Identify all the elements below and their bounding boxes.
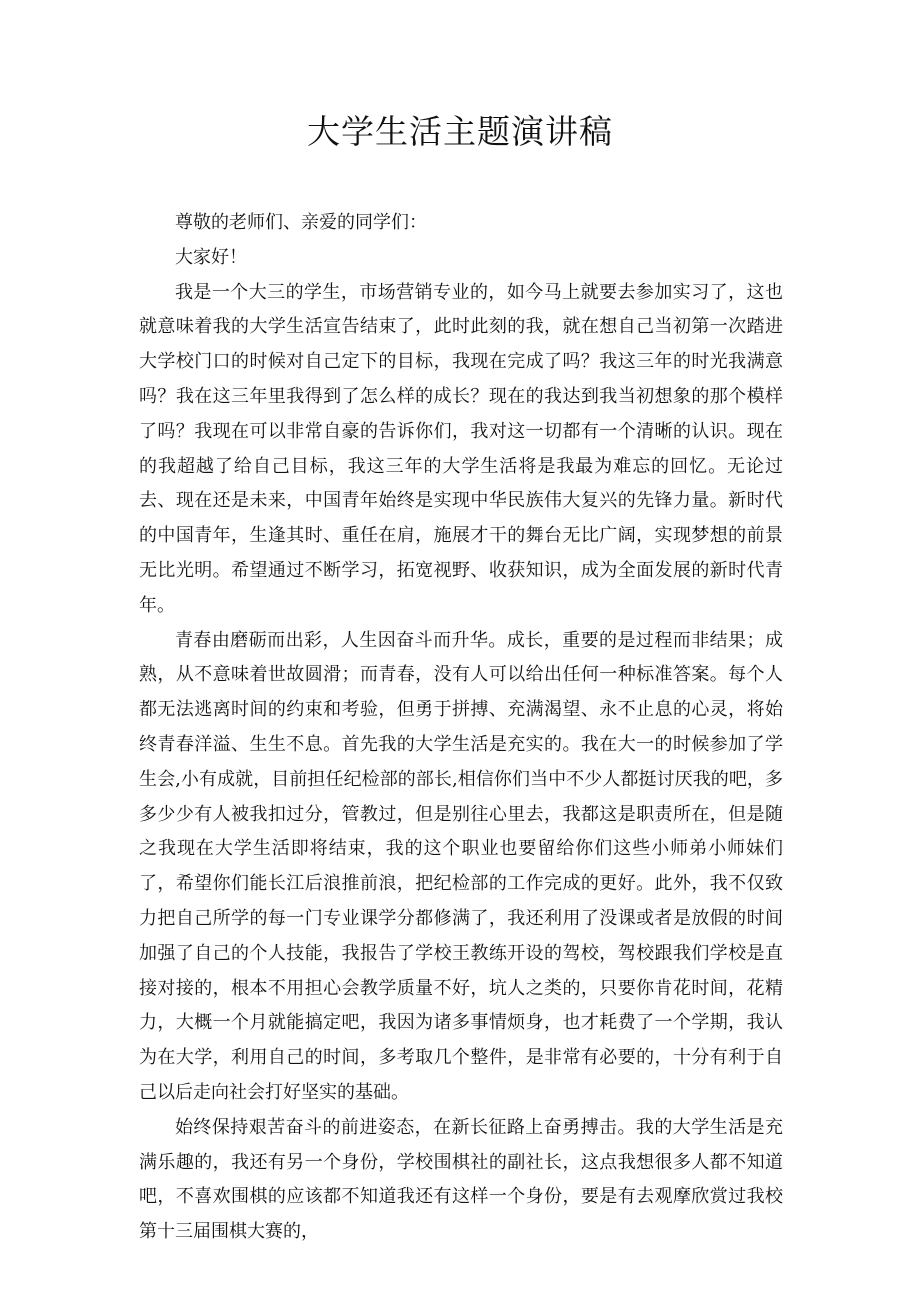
greeting-line: 大家好！ [175, 246, 247, 268]
paragraph-2: 青春由磨砺而出彩，人生因奋斗而升华。成长，重要的是过程而非结果；成熟，从不意味着世故圆滑；而青春，没有人可以给出任何一种标准答案。每个人都无法逃离时间的约束和考验，但勇于拼搏、充满渴望、永不止息的心灵，将始终青春洋溢、生生不息。首先我的大学生活是充实的。我在大一的时候参加了学生会,小有成就，目前担任纪检部的部长,相信你们当中不少人都挺讨厌我的吧，多多少少有人被我扣过分，管教过，但是别往心里去，我都这是职责所在，但是随之我现在大学生活即将结束，我的这个职业也要留给你们这些小师弟小师妹们了，希望你们能长江后浪推前浪，把纪检部的工作完成的更好。此外，我不仅致力把自己所学的每一门专业课学分都修满了，我还利用了没课或者是放假的时间加强了自己的个人技能，我报告了学校王教练开设的驾校，驾校跟我们学校是直接对接的，根本不用担心会教学质量不好，坑人之类的，只要你肯花时间，花精力，大概一个月就能搞定吧，我因为诸多事情烦身，也才耗费了一个学期，我认为在大学，利用自己的时间，多考取几个整件，是非常有必要的，十分有利于自己以后走向社会打好坚实的基础。 [139, 629, 783, 1103]
salutation-line: 尊敬的老师们、亲爱的同学们： [175, 212, 427, 233]
paragraph-1: 我是一个大三的学生，市场营销专业的，如今马上就要去参加实习了，这也就意味着我的大学生活宣告结束了，此时此刻的我，就在想自己当初第一次踏进大学校门口的时候对自己定下的目标，我现在完成了吗？我这三年的时光我满意吗？我在这三年里我得到了怎么样的成长？现在的我达到我当初想象的那个模样了吗？我现在可以非常自豪的告诉你们，我对这一切都有一个清晰的认识。现在的我超越了给自己目标，我这三年的大学生活将是我最为难忘的回忆。无论过去、现在还是未来，中国青年始终是实现中华民族伟大复兴的先锋力量。新时代的中国青年，生逢其时、重任在肩，施展才干的舞台无比广阔，实现梦想的前景无比光明。希望通过不断学习，拓宽视野、收获知识，成为全面发展的新时代青年。 [139, 281, 783, 616]
document-body [139, 206, 783, 1250]
paragraph-3: 始终保持艰苦奋斗的前进姿态，在新长征路上奋勇搏击。我的大学生活是充满乐趣的，我还有另一个身份，学校围棋社的副社长，这点我想很多人都不知道吧，不喜欢围棋的应该都不知道我还有这样一个身份，要是有去观摩欣赏过我校第十三届围棋大赛的， [139, 1116, 783, 1243]
document-title: 大学生活主题演讲稿 [307, 112, 613, 151]
